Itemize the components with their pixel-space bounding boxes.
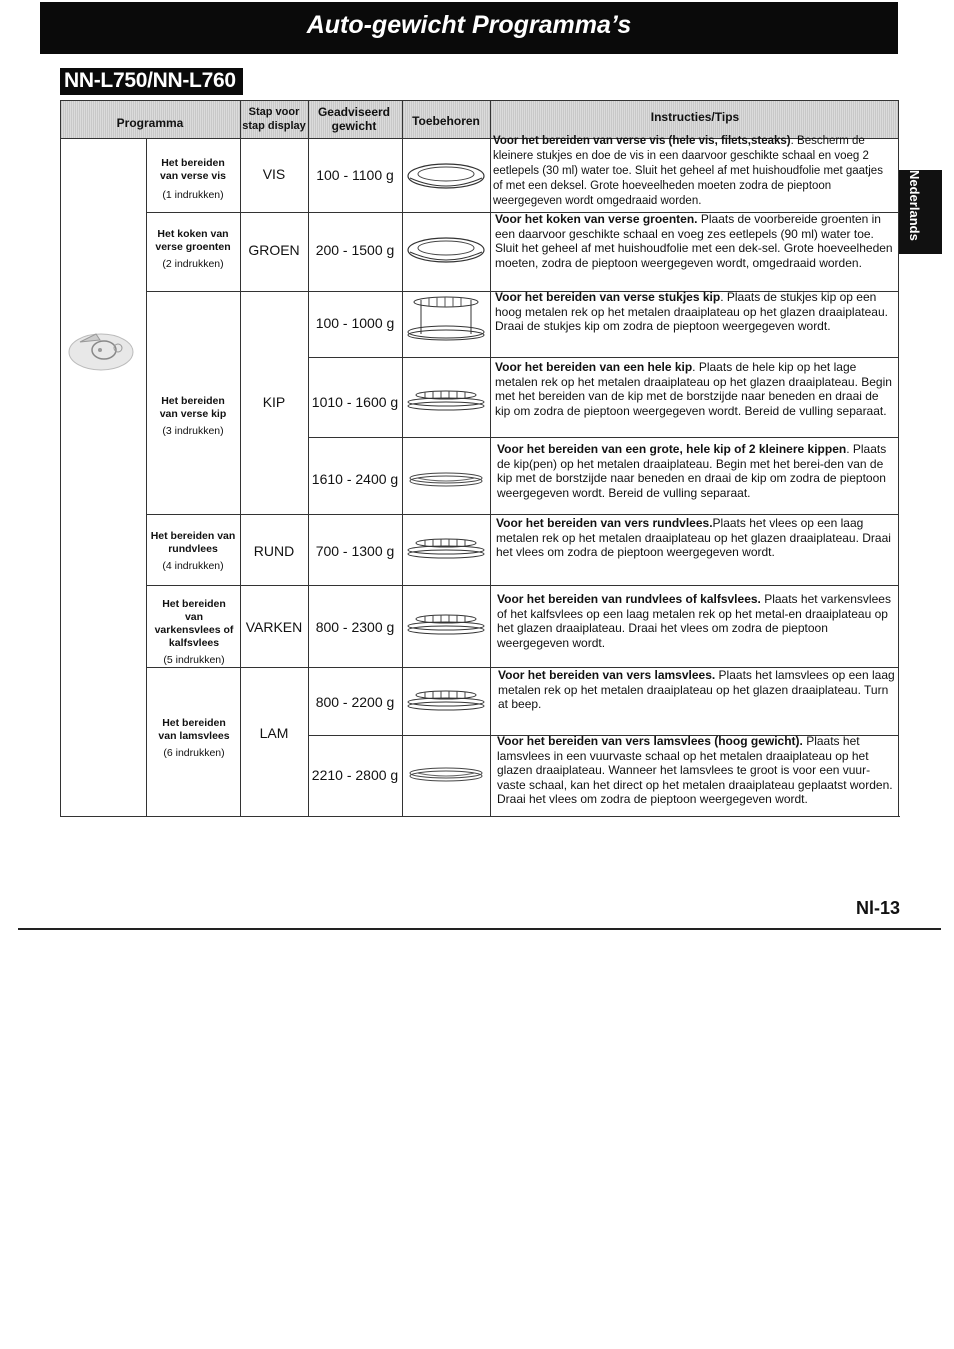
chicken-fish-illustration-icon: [66, 326, 136, 374]
model-label: NN-L750/NN-L760: [60, 68, 243, 95]
table-border: [490, 100, 491, 817]
program-name-line: Het bereiden van: [150, 530, 236, 542]
display-step-kip: KIP: [262, 394, 286, 410]
instruction-heading: Voor het bereiden van een hele kip: [495, 360, 693, 374]
instruction-body: . Plaats de kip(pen) op het metalen draaiplateau. Begin met het berei-den van de kip met de borstzijde naar beneden en draai de kip om zodra de pieptoon weergegeven wordt. Bereid de vulling separaat.: [497, 442, 887, 500]
page-title: Auto-gewicht Programma’s: [306, 11, 632, 39]
row-separator: [146, 514, 898, 515]
instruction-body: Plaats het lamsvlees in een vuurvaste schaal op het metalen draaiplateau op het glazen draaiplateau. Wanneer het lamsvlees te groot is voor een vuur-vaste schaal, kan het direct op het metalen draaiplateau geplaatst worden. Draai het vlees om zodra de pieptoon weergegeven wordt.: [497, 734, 893, 807]
instruction-body: Plaats het lamsvlees op een laag metalen rek op het metalen draaiplateau op het glazen draaiplateau. Turn at beep.: [498, 668, 895, 712]
instruction-heading: Voor het bereiden van rundvlees of kalfsvlees.: [497, 592, 761, 606]
program-name-lam: [147, 717, 241, 760]
program-name-rund: [146, 530, 240, 573]
program-name-line: van: [184, 611, 204, 623]
display-step-varken: VARKEN: [245, 619, 303, 635]
table-border: [60, 100, 61, 817]
header-gewicht-line1: Geadviseerd: [317, 105, 391, 119]
low-rack-icon: [405, 535, 487, 561]
instruction-heading: Voor het bereiden van een grote, hele kip of 2 kleinere kippen: [497, 442, 847, 456]
instruction-text: [496, 516, 895, 560]
low-rack-icon: [405, 611, 487, 637]
language-tab: [898, 170, 942, 254]
display-step-lam: LAM: [259, 725, 289, 741]
row-separator: [146, 585, 898, 586]
high-rack-icon: [405, 294, 487, 342]
weight-range: 700 - 1300 g: [315, 543, 395, 559]
instruction-body: Plaats het vlees op een laag metalen rek op het metalen draaiplateau op het glazen draaiplateau. Draai het vlees om zodra de pieptoon weergegeven wordt.: [496, 516, 891, 560]
instruction-text: [497, 442, 895, 500]
weight-range: 800 - 2300 g: [315, 619, 395, 635]
instruction-heading: Voor het bereiden van verse vis (hele vis, filets,steaks): [493, 135, 791, 147]
instruction-text: [498, 668, 895, 712]
instruction-text: [497, 734, 895, 807]
program-name-line: verse groenten: [155, 241, 231, 253]
program-name-kip: [147, 395, 239, 438]
instruction-body: . Plaats de stukjes kip op een hoog metalen rek op het metalen draaiplateau op het glazen draaiplateau. Draai de stukjes kip om zodra de pieptoon weergegeven wordt.: [495, 290, 888, 334]
weight-range: 200 - 1500 g: [315, 242, 395, 258]
weight-range: 1610 - 2400 g: [311, 471, 399, 487]
instruction-heading: Voor het bereiden van vers lamsvlees (hoog gewicht).: [497, 734, 803, 748]
program-press-count: (2 indrukken): [162, 258, 224, 270]
instruction-body: . Bescherm de kleinere stukjes en doe de vis in een daarvoor geschikte schaal en voeg 2 eetlepels (30 ml) water toe. Sluit het geheel af met huishoudfolie met gaatjes of met een deksel. Grote hoeveelheden moeten zodra de pieptoon weergegeven wordt omgedraaid worden.: [493, 135, 883, 207]
program-name-line: Het bereiden: [162, 598, 226, 610]
header-instructies: Instructies/Tips: [650, 110, 740, 124]
weight-range: 100 - 1000 g: [315, 315, 395, 331]
program-press-count: (3 indrukken): [162, 425, 224, 437]
display-step-rund: RUND: [253, 543, 295, 559]
program-name-line: van verse vis: [160, 170, 226, 182]
weight-range: 800 - 2200 g: [315, 694, 395, 710]
instruction-text: [495, 212, 895, 270]
program-press-count: (6 indrukken): [163, 747, 225, 759]
display-step-groen: GROEN: [248, 242, 300, 258]
program-name-line: van verse kip: [159, 408, 227, 420]
table-border: [60, 100, 898, 101]
instruction-body: . Plaats de hele kip op het lage metalen rek op het metalen draaiplateau op het glazen draaiplateau. Begin met het bereiden van de kip met de borstzijde naar beneden en draai de kip om zodra de pieptoon weergegeven wordt. Bereid de vulling separaat.: [495, 360, 892, 418]
instruction-heading: Voor het koken van verse groenten.: [495, 212, 698, 226]
metal-turntable-icon: [407, 765, 485, 783]
header-toebehoren: Toebehoren: [412, 114, 480, 128]
table-border: [60, 816, 900, 817]
program-name-varken: [147, 598, 241, 667]
program-name-line: van lamsvlees: [158, 730, 230, 742]
page-number: Nl-13: [856, 898, 901, 918]
weight-range: 1010 - 1600 g: [311, 394, 399, 410]
language-tab-label: Nederlands: [907, 170, 922, 241]
program-name-line: Het bereiden: [161, 395, 225, 407]
header-stap-line1: Stap voor: [248, 106, 300, 118]
instruction-body: Plaats het varkensvlees of het kalfsvlees op een laag metalen rek op het metal-en draaiplateau op het glazen draaiplateau. Draai het vlees om zodra de pieptoon weergegeven wordt.: [497, 592, 891, 650]
program-press-count: (1 indrukken): [162, 189, 224, 201]
row-separator: [308, 357, 898, 358]
table-border: [898, 100, 899, 817]
table-border: [402, 100, 403, 817]
program-name-line: kalfsvlees: [168, 637, 220, 649]
header-programma: Programma: [116, 116, 184, 130]
program-name-line: Het koken van: [157, 228, 229, 240]
header-gewicht-line2: gewicht: [331, 119, 377, 133]
program-name-line: varkensvlees of: [154, 624, 234, 636]
instruction-text: [495, 360, 895, 418]
instruction-text: [497, 592, 895, 650]
dish-with-lid-icon: [405, 160, 487, 192]
footer-rule: [18, 928, 941, 930]
title-bar: [40, 2, 898, 54]
program-press-count: (5 indrukken): [163, 654, 225, 666]
program-name-line: Het bereiden: [161, 157, 225, 169]
program-name-groen: [147, 228, 239, 271]
weight-range: 2210 - 2800 g: [311, 767, 399, 783]
program-name-vis: [147, 157, 239, 202]
instruction-body: Plaats de voorbereide groenten in een daarvoor geschikte schaal en voeg zes eetlepels (90 ml) water toe. Sluit het geheel af met huishoudfolie met een dek-sel. Grote hoeveelheden moeten, zodra de pieptoon weergegeven wordt, omgedraaid worden.: [495, 212, 893, 270]
program-name-line: rundvlees: [168, 543, 218, 555]
dish-with-lid-icon: [405, 234, 487, 266]
program-name-line: Het bereiden: [162, 717, 226, 729]
instruction-text: [495, 290, 895, 334]
instruction-heading: Voor het bereiden van verse stukjes kip: [495, 290, 721, 304]
table-border: [240, 100, 241, 817]
instruction-text: [493, 134, 895, 209]
metal-turntable-icon: [407, 470, 485, 488]
header-stap-line2: stap display: [242, 120, 306, 132]
low-rack-icon: [405, 687, 487, 713]
instruction-heading: Voor het bereiden van vers rundvlees.: [496, 516, 713, 530]
row-separator: [308, 437, 898, 438]
instruction-heading: Voor het bereiden van vers lamsvlees.: [498, 668, 716, 682]
program-press-count: (4 indrukken): [162, 560, 224, 572]
weight-range: 100 - 1100 g: [316, 167, 394, 183]
low-rack-icon: [405, 387, 487, 413]
display-step-vis: VIS: [262, 166, 286, 182]
